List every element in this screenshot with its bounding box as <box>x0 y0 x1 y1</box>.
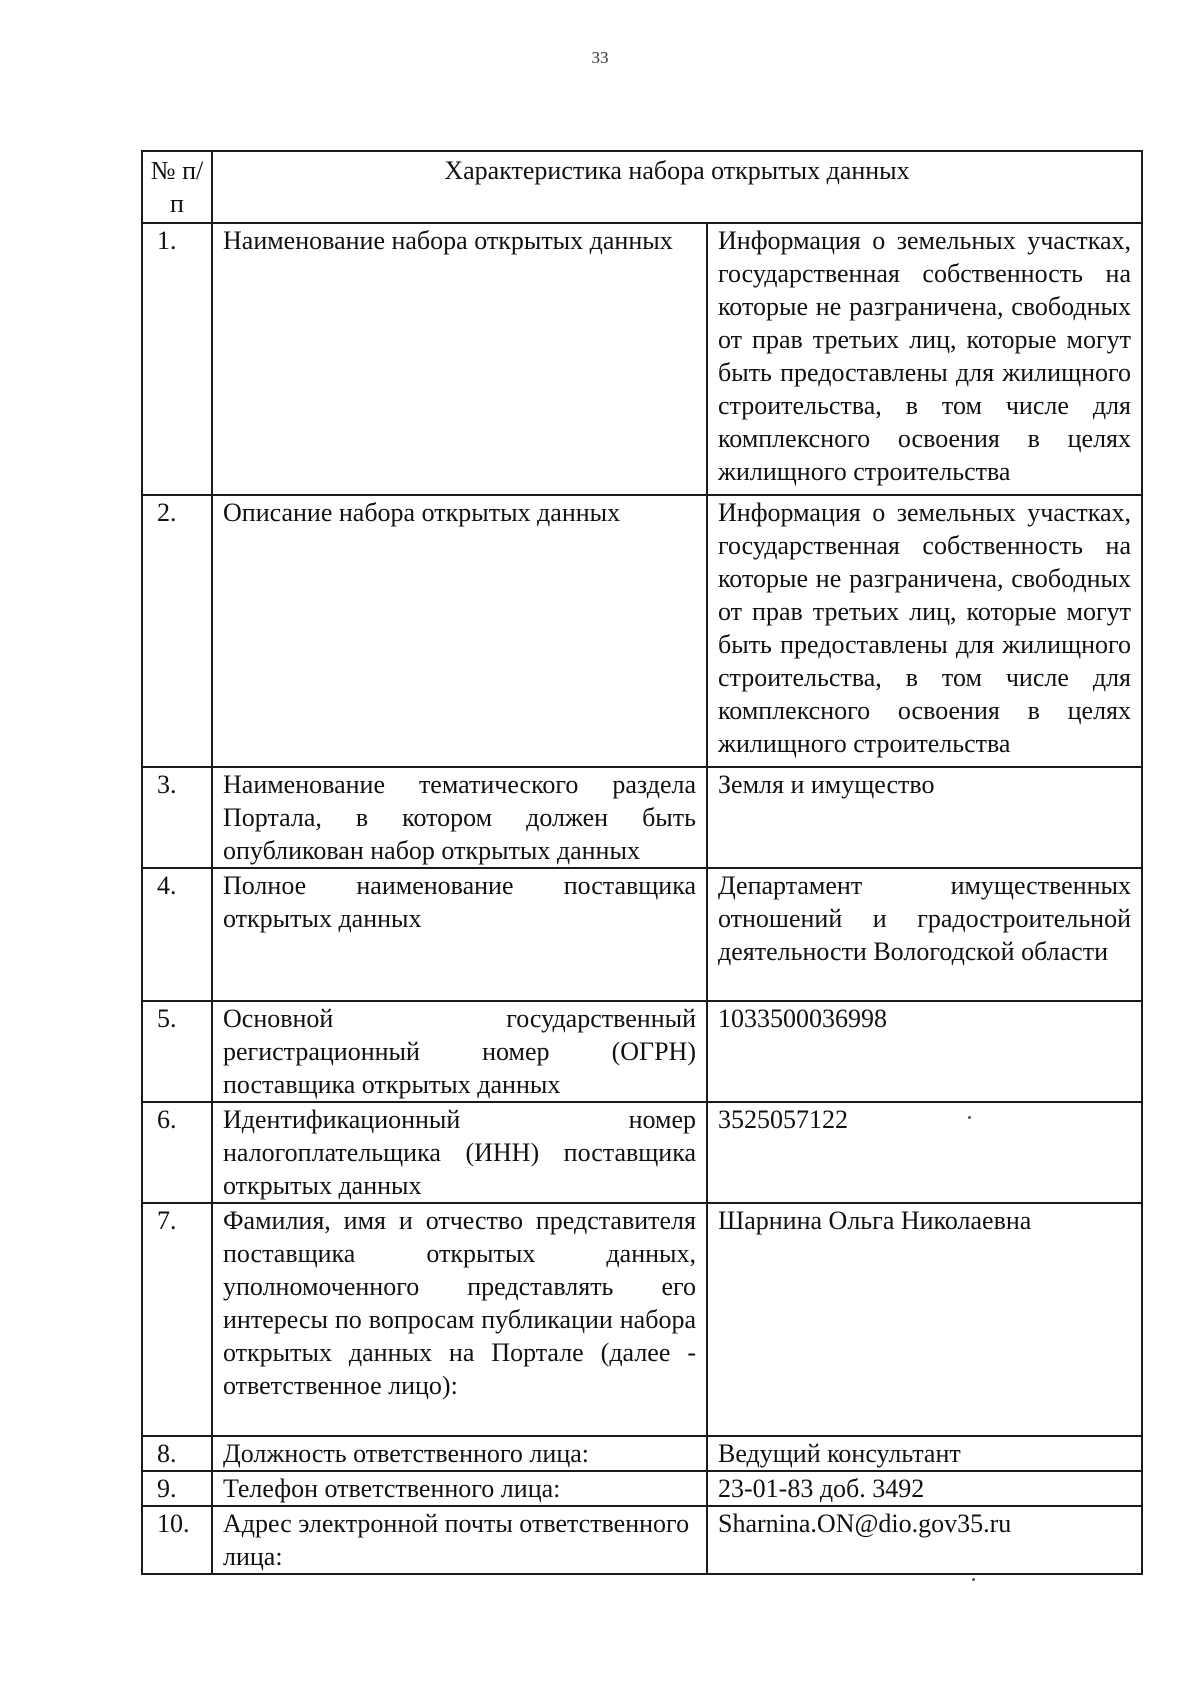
table-row <box>142 767 1142 868</box>
row-label: Наименование тематического раздела Портала, в котором должен быть опубликован набор открытых данных <box>212 767 707 868</box>
row-number: 4. <box>142 868 212 1001</box>
open-data-table <box>141 150 1143 1575</box>
table-header-row <box>142 151 1142 223</box>
table-row <box>142 1203 1142 1436</box>
table-row <box>142 495 1142 767</box>
row-label: Описание набора открытых данных <box>212 495 707 767</box>
scan-speck <box>972 1578 975 1581</box>
row-label: Полное наименование поставщика открытых данных <box>212 868 707 1001</box>
header-title-cell: Характеристика набора открытых данных <box>212 151 1142 223</box>
row-number: 1. <box>142 223 212 495</box>
row-value: Sharnina.ON@dio.gov35.ru <box>707 1506 1142 1574</box>
row-number: 6. <box>142 1102 212 1203</box>
row-label: Телефон ответственного лица: <box>212 1471 707 1506</box>
row-number: 5. <box>142 1001 212 1102</box>
table-row <box>142 1436 1142 1471</box>
row-label: Адрес электронной почты ответственного лица: <box>212 1506 707 1574</box>
table-row <box>142 223 1142 495</box>
row-number: 10. <box>142 1506 212 1574</box>
row-value: Ведущий консультант <box>707 1436 1142 1471</box>
row-label: Фамилия, имя и отчество представителя поставщика открытых данных, уполномоченного представлять его интересы по вопросам публикации набора открытых данных на Портале (далее - ответственное лицо): <box>212 1203 707 1436</box>
row-value: Информация о земельных участках, государственная собственность на которые не разграничена, свободных от прав третьих лиц, которые могут быть предоставлены для жилищного строительства, в том числе для комплексного освоения в целях жилищного строительства <box>707 495 1142 767</box>
row-number: 7. <box>142 1203 212 1436</box>
header-number-cell: № п/п <box>142 151 212 223</box>
table-row <box>142 1102 1142 1203</box>
row-value: 23-01-83 доб. 3492 <box>707 1471 1142 1506</box>
row-number: 9. <box>142 1471 212 1506</box>
row-value: Информация о земельных участках, государственная собственность на которые не разграничена, свободных от прав третьих лиц, которые могут быть предоставлены для жилищного строительства, в том числе для комплексного освоения в целях жилищного строительства <box>707 223 1142 495</box>
table-row <box>142 1001 1142 1102</box>
row-value: 1033500036998 <box>707 1001 1142 1102</box>
row-value: 3525057122 <box>707 1102 1142 1203</box>
table-row <box>142 868 1142 1001</box>
row-number: 2. <box>142 495 212 767</box>
page-number: 33 <box>591 48 609 67</box>
table-row <box>142 1471 1142 1506</box>
row-value: Шарнина Ольга Николаевна <box>707 1203 1142 1436</box>
row-value: Земля и имущество <box>707 767 1142 868</box>
row-label: Должность ответственного лица: <box>212 1436 707 1471</box>
row-label: Наименование набора открытых данных <box>212 223 707 495</box>
scan-speck <box>968 1116 971 1119</box>
table-row <box>142 1506 1142 1574</box>
row-label: Идентификационный номер налогоплательщика (ИНН) поставщика открытых данных <box>212 1102 707 1203</box>
row-number: 8. <box>142 1436 212 1471</box>
row-value: Департамент имущественных отношений и градостроительной деятельности Вологодской области <box>707 868 1142 1001</box>
row-label: Основной государственный регистрационный номер (ОГРН) поставщика открытых данных <box>212 1001 707 1102</box>
row-number: 3. <box>142 767 212 868</box>
